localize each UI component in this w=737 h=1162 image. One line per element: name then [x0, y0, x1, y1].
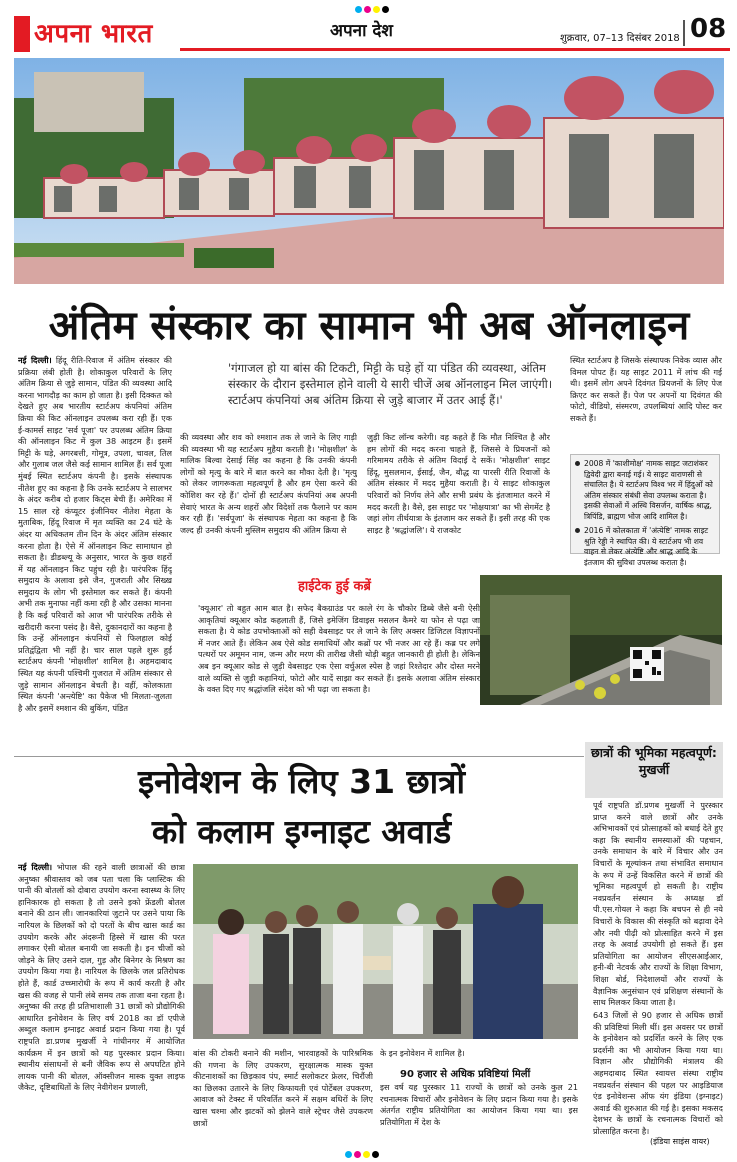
magenta-dot: [364, 6, 371, 13]
story1-column-3: जुड़ी किट लॉन्च करेगी। वह कहते हैं कि मौत निश्चित है और हम लोगों की मदद करना चाहते हैं, जिससे वे प्रियजनों को गरिमामय तरीके से अंतिम विदाई दे सकें। 'मोक्षशील' साइट हिंदू, मुसलमान, ईसाई, जैन, बौद्ध या पारसी रीति रिवाजों के अंतिम संस्कार में मदद मुहैया कराती है। ये साइट शोकाकुल परिवारों को निर्णय लेने और सभी प्रबंध के इंतजामात करने में मदद करती है। वैसे, इस साइट पर 'मोक्षयात्रा' का भी सेगमेंट है जहां लोग तीर्थयात्रा के इंतजाम कर सकते हैं। इसी तरह की एक साइट है 'श्रद्धांजलि'। ये राजकोट: [367, 432, 550, 535]
story2-col1-text: भोपाल की रहने वाली छात्राओं की छात्रा अनुष्का श्रीवास्तव को जब पता चला कि प्लास्टिक की पानी की बोतलों को दोबारा उपयोग करना स्वास्थ्य के लिए हानिकारक हो सकता है तो उसने इको फ्रेंडली बोतल बनाने की ठान ली। जानकारियां जुटाने पर उसने पाया कि नारियल के छिलकों को दो परतों के बीच खास कार्ड का उपयोग करके और अंदरूनी हिस्से में खास की परत लगाकर ऐसी बोतल बनायी जा सकती है। इन चीजों को जोड़ने के लिए उसने दाल, गुड़ और बिनेगर के मिश्रण का उपयोग किया गया है। नारियल के छिलके जल प्रतिरोधक होते हैं, कार्ड उच्च्मारोधी के रूप में कार्य करती है और खस की वजह से पानी लंबे समय तक ताजा बना रहता है। अनुष्का की तरह ही प्रतिभाशाली 31 छात्रों को प्रौद्योगिकी आधारित इनोवेशन के लिए वर्ष 2018 का डॉ एपीजे अब्दुल कलाम इग्नाइट अवार्ड प्रदान किया गया है। पूर्व राष्ट्रपति डा.प्रणब मुखर्जी ने गांधीनगर में आयोजित कार्यक्रम में इन छात्रों को यह पुरस्कार प्रदान किया। स्थानीय संसाधनों से बनी जैविक रूप से अपघटित होने लायक पानी की बोतल, ऑक्सीजन मास्क युक्त लाइफ जैकेट, दृष्टिबाधितों के लिए नेवीगेशन प्रणाली,: [18, 862, 185, 1093]
cremation-ground-illustration: [14, 58, 724, 284]
story1-column-4: स्थित स्टार्टअप है जिसके संस्थापक निवेक व्यास और विमल पोपट हैं। यह साइट 2011 में लांच की गई थी। इसमें लोग अपने दिवंगत प्रियजनों के लिए पेज क्रिएट कर सकते हैं। पेज पर अपनों या दिवंगत की फोटो, वीडियो, संस्मरण, उपलब्धियां आदि पोस्ट कर सकते हैं।: [570, 355, 722, 423]
entries-subhead: 90 हजार से अधिक प्रविष्टियां मिलीं: [400, 1069, 531, 1080]
header-rule: [180, 48, 730, 51]
fact-item: [575, 526, 715, 568]
source-credit: (इंडिया साइंस वायर): [650, 1137, 710, 1146]
bullet-icon: [575, 461, 580, 466]
story1-col1-text: हिंदू रीति-रिवाज में अंतिम संस्कार की प्रक्रिया लंबी होती है। शोकाकुल परिवारों के लिए अंतिम क्रिया से जुड़े सामान, पंडित की व्यवस्था आदि करना भागदौड़ का काम हो जाता है। इसी दिक्कत को देखते हुए अब भारतीय स्टार्टअप कंपनियां अंतिम क्रिया की किट ऑनलाइन उपलब्ध करा रही हैं। एक ई-कामर्स साइट 'सर्व पूजा' पर उपलब्ध अंतिम क्रिया की ऑनलाइन किट में कुल 38 आइटम हैं। इसमें मिट्टी के घड़े, अगरबत्ती, गोमूत्र, उपला, चावल, तिल और गुलाब जल जैसे कई सामान शामिल हैं। सर्व पूजा मुंबई स्थित स्टार्टअप कंपनी है। इसके संस्थापक नीतेश हुए का कहना है कि उनके स्टार्टअप ने सालभर के अंदर करीब दो हजार किट्स बेची हैं। अमेरिका में 15 साल रहे कंप्यूटर इंजीनियर नीतेश मेहता के मुताबिक, हिंदू रिवाज में मृत व्यक्ति का 24 घंटे के अंदर या अधिकतम तीन दिन के अंदर अंतिम संस्कार करना होता है। ऐसे में ऑनलाइन किट सामाधान हो सकता है। डीडब्ल्यू के अनुसार, भारत के कुछ शहरों में यह ऑनलाइन किट पहुंच रही है। पारंपरिक हिंदू समुदाय के अलावा इसे जैन, गुजराती और सिख्ख समुदाय के लोग भी इस्तेमाल कर सकते हैं। कंपनी अभी तक मुनाफा नहीं कमा रही है और उसका मानना है कि कई परिवारों को आज भी पारंपरिक तरीके से खरीदारी करना पसंद है। वैसे, दुकानदारों का कहना है कि उन्हें ऑनलाइन कंपनियों से फिलहाल कोई प्रतिद्वंद्विता भी नहीं है। चार साल पहले शुरू हुई स्टार्टअप कंपनी 'मोक्षशील' शामिल है। अहमदाबाद स्थित यह कंपनी पश्चिमी गुजरात में अंतिम संस्कार से जुड़े सामान ऑनलाइन बेचती है। वहीं, कोलकाता स्थित कंपनी 'अन्त्येष्टि' का पैकेज भी मिलता-जुलता है और इसमें श्मशान की बुकिंग, पंडित: [18, 355, 172, 713]
cyan-dot: [355, 6, 362, 13]
hitech-graves-subhead: हाईटेक हुई कब्रें: [298, 579, 371, 594]
page-number: 08: [690, 14, 727, 44]
header-red-block: [14, 16, 30, 52]
issue-date: शुक्रवार, 07–13 दिसंबर 2018: [560, 33, 680, 44]
sidebar-text-1: पूर्व राष्ट्रपति डॉ.प्रणब मुखर्जी ने पुरस्कार प्राप्त करने वाले छात्रों और उनके अभिभावकों एवं प्रोत्साहकों को बधाई देते हुए कहा कि स्थानीय समस्याओं की पहचान, उनके समाधान के बारे में विचार और उन विचारों के मूल्यांकन तथा संभावित समाधान के रूप में उन्हें विकसित करने में छात्रों की भूमिका महत्वपूर्ण हो सकती है। राष्ट्रीय नवप्रवर्तन संस्थान के अध्यक्ष डॉ पी.एस.गोयल ने कहा कि बचपन से ही नये विचारों के विकास की संस्कृति को बढ़ावा देने और नयी पीढ़ी को प्रोत्साहित करने में इस तरह के अवार्ड उपयोगी हो सकते हैं। इस प्रतियोगिता का आयोजन सीएसआईआर, हनी-बी नेटवर्क और राज्यों के शिक्षा विभाग, शिक्षा बोर्ड, निदेशालयों और राज्यों के वैज्ञानिक अनुसंधान एवं प्रशिक्षण संस्थानों के साथ मिलकर किया जाता है।: [593, 800, 723, 1008]
story2-headline-line2: को कलाम इग्नाइट अवार्ड: [151, 812, 452, 851]
story2-column-4: इस वर्ष यह पुरस्कार 11 राज्यों के छात्रों को उनके कुल 21 रचनात्मक विचारों और इनोवेशन के लिए प्रदान किया गया है। इसके अंतर्गत राष्ट्रीय प्रतियोगिता का आयोजन किया गया था। इस प्रतियोगिता में देश के: [380, 1082, 578, 1127]
story2-dateline: नई दिल्ली।: [18, 862, 53, 872]
section-title: अपना देश: [330, 21, 393, 41]
yellow-dot: [373, 6, 380, 13]
story2-headline-line1: इनोवेशन के लिए 31 छात्रों: [137, 762, 465, 801]
story2-column-3: के इन इनोवेशन में शामिल है।: [380, 1048, 465, 1058]
facts-box: [570, 454, 720, 567]
registration-marks-bottom: [345, 1151, 379, 1158]
header-divider: [683, 20, 685, 46]
sidebar-text-2: 643 जिलों से 90 हजार से अधिक छात्रों की प्रविष्टियां मिली थीं। इस अवसर पर छात्रों के इनोवेशन को प्रदर्शित करने के लिए एक प्रदर्शनी का भी आयोजन किया गया था। विज्ञान और प्रौद्योगिकी मंत्रालय की अहमदाबाद स्थित स्वायत्त संस्था राष्ट्रीय नवप्रवर्तन संस्थान की पहल पर आइडियाज एंड इनोवेशन्स ऑफ यंग इंडिया (इग्नाइट) अवार्ड की शुरुआत की गई है। इसका मकसद देशभर के छात्रों के रचनात्मक विचारों को प्रोत्साहित करना है।: [593, 1010, 723, 1135]
award-ceremony-photo: [193, 864, 578, 1039]
yellow-dot: [363, 1151, 370, 1158]
bullet-icon: [575, 528, 580, 533]
black-dot: [382, 6, 389, 13]
story1-headline: अंतिम संस्कार का सामान भी अब ऑनलाइन: [48, 303, 690, 349]
qr-grave-photo: [480, 575, 722, 705]
cremation-ground-photo: [14, 58, 724, 284]
qr-grave-illustration: [480, 575, 722, 705]
story2-column-1: [18, 862, 185, 1147]
hitech-graves-text: 'क्यूआर' तो बहुत आम बात है। सफेद बैकग्राउंड पर काले रंग के चौकोर डिब्बे जैसे बनी ऐसी आकृतियां क्यूआर कोड कहलाती हैं, जिसे इमेजिंग डिवाइस मसलन कैमरे या फोन से पढ़ा जा सकता है। ये कोड उपभोक्ताओं को सही वेबसाइट पर ले जाने के लिए अक्सर डिजिटल विज्ञापनों में नजर आते हैं। लेकिन अब ऐसे कोड समाधियों और कब्रों पर भी नजर आ रहे हैं। कब्र पर लगे पत्थरों पर अमूमन नाम, जन्म और मरण की तारीख जैसी थोड़ी बहुत जानकारी ही होती है। लेकिन अब इन क्यूआर कोड से जुड़ी वेबसाइट एक ऐसा वर्चुअल स्पेस है जहां रिश्तेदार और दोस्त मरने वाले व्यक्ति से जुड़ी कहानियां, फोटो और यादें साझा कर सकते हैं। इसके अलावा अंतिम संस्कार के वक्त दिए गए श्रद्धांजलि संदेश को भी पढ़ा जा सकता है।: [198, 603, 480, 695]
fact-text: 2016 में कोलकाता में 'अंत्येष्टि' नामक साइट श्रुति रेड्डी ने स्थापित की। ये स्टार्टअप भी शव वाहन से लेकर अंत्येष्टि और श्राद्ध आदि के इंतजाम की सुविधा उपलब्ध कराता है।: [584, 526, 709, 567]
sidebar-title: छात्रों की भूमिका महत्वपूर्ण: मुखर्जी: [591, 745, 717, 777]
story1-dateline: नई दिल्ली।: [18, 355, 52, 365]
masthead-brand: अपना भारत: [34, 19, 153, 49]
section-separator: [14, 756, 584, 757]
story1-pull-quote: 'गंगाजल हो या बांस की टिकटी, मिट्टी के घड़े हों या पंडित की व्यवस्था, अंतिम संस्कार के दौरान इस्तेमाल होने वाली ये सारी चीजें अब ऑनलाइन मिल जाएंगी। स्टार्टअप कंपनियां अब अंतिम क्रिया से जुड़े बाजार में उतर आई हैं।': [228, 361, 553, 407]
fact-item: [575, 459, 715, 522]
award-ceremony-illustration: [193, 864, 578, 1039]
story1-column-1: [18, 355, 172, 755]
cyan-dot: [345, 1151, 352, 1158]
registration-marks-top: [355, 6, 389, 13]
story2-column-2: बांस की टोकरी बनाने की मशीन, भारवाहकों के पारिश्रमिक की गणना के लिए उपकरण, सुरक्षात्मक मास्क युक्त कीटनाशकों का छिड़काव पंप, स्मार्ट सलोकटर फ्रेलर, चिरौंजी का छिलका उतारने के लिए किफायती एवं पोर्टेबल उपकरण, आवाज को टेक्स्ट में परिवर्तित करने में सक्षम बधिरों के लिए खास चश्मा और झटकों को झेलने वाले स्ट्रेचर जैसे उपकरण छात्रों: [193, 1048, 373, 1128]
magenta-dot: [354, 1151, 361, 1158]
story1-column-2: की व्यवस्था और शव को श्मशान तक ले जाने के लिए गाड़ी की व्यवस्था भी यह स्टार्टअप मुहैया कराती है। 'मोक्षशील' के मालिक बिल्वा देसाई सिंह का कहना है कि उनकी कंपनी लोगों को मृत्यु के बारे में बात करने का मौका देती है। 'मृत्यु को लेकर जागरूकता महत्वपूर्ण है और हम ऐसा करने की कोशिश कर रहे हैं।' दोनों ही स्टार्टअप कंपनियां अब अपनी सेवाएं भारत के अन्य शहरों और विदेशों तक फैलाने पर काम कर रही हैं। 'सर्वपूजा' के संस्थापक मेहता का कहना है कि जल्द ही उनकी कंपनी मुस्लिम समुदाय की अंतिम क्रिया से: [180, 432, 357, 535]
black-dot: [372, 1151, 379, 1158]
fact-text: 2008 में 'काशीमोक्ष' नामक साइट जटाशंकर द्विवेदी द्वारा बनाई गई। ये साइट वाराणसी से संचालित है। ये स्टार्टअप विश्व भर में हिंदुओं को अंतिम संस्कार संबंधी सेवा उपलब्ध कराता है। इसकी सेवाओं में अस्थि विसर्जन, वार्षिक श्राद्ध, त्रिपिंडि, ब्राह्मण भोज आदि शामिल है।: [584, 459, 713, 521]
